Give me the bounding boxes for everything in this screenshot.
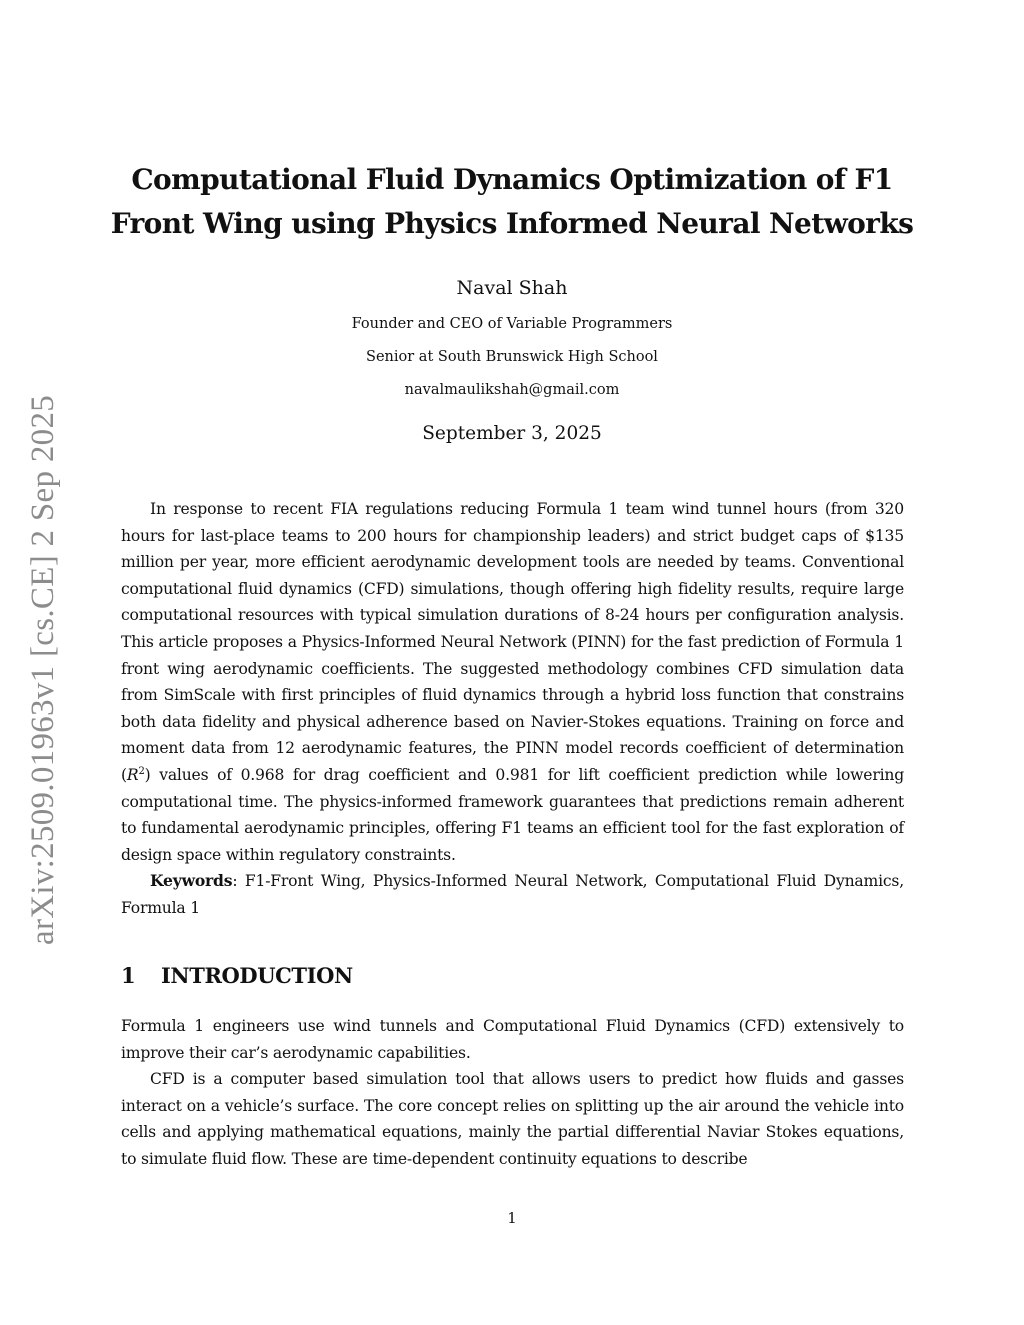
keywords-text: : F1-Front Wing, Physics-Informed Neural Network, Computational Fluid Dynamics, Formula 1 (121, 872, 904, 917)
abstract-text-2: ) values of 0.968 for drag coefficient and 0.981 for lift coefficient prediction while lowering computational time. The physics-informed framework guarantees that predictions remain adherent to fundamental aerodynamic principles, offering F1 teams an efficient tool for the fast exploration of design space within regulatory constraints. (121, 765, 904, 864)
author-affiliation-2: Senior at South Brunswick High School (366, 349, 658, 365)
abstract-text-1: In response to recent FIA regulations reducing Formula 1 team wind tunnel hours (from 320 hours for last-place teams to 200 hours for championship leaders) and strict budget caps of $135 million per year, more efficient aerodynamic development tools are needed by teams. Conventional computational fluid dynamics (CFD) simulations, though offering high fidelity results, require large computational resources with typical simulation durations of 8-24 hours per configuration analysis. This article proposes a Physics-Informed Neural Network (PINN) for the fast prediction of Formula 1 front wing aerodynamic coefficients. The suggested methodology combines CFD simulation data from SimScale with first principles of fluid dynamics through a hybrid loss function that constrains both data fidelity and physical adherence based on Navier-Stokes equations. Training on force and moment data from 12 aerodynamic features, the PINN model records coefficient of determination ( (121, 500, 904, 784)
arxiv-identifier: arXiv:2509.01963v1 [cs.CE] 2 Sep 2025 (25, 394, 61, 945)
keywords-label: Keywords (150, 871, 233, 891)
author-affiliation-1: Founder and CEO of Variable Programmers (351, 316, 673, 332)
section-title: INTRODUCTION (161, 963, 353, 988)
intro-paragraph-2: CFD is a computer based simulation tool that allows users to predict how fluids and gasses interact on a vehicle’s surface. The core concept relies on splitting up the air around the vehicle into cells and applying mathematical equations, mainly the partial differential Naviar Stokes equations, to simulate fluid flow. These are time-dependent continuity equations to describe (121, 1070, 904, 1168)
page-number: 1 (507, 1209, 517, 1227)
section-heading-introduction (121, 961, 353, 991)
author-email: navalmaulikshah@gmail.com (404, 382, 620, 398)
r-squared-symbol: R (126, 765, 139, 784)
abstract (121, 496, 904, 922)
introduction-body (121, 1013, 904, 1173)
paper-title (110, 158, 914, 246)
abstract-paragraph (121, 496, 904, 868)
author-name: Naval Shah (456, 277, 568, 299)
publication-date: September 3, 2025 (422, 423, 602, 444)
intro-paragraph-1: Formula 1 engineers use wind tunnels and Computational Fluid Dynamics (CFD) extensively to improve their car’s aerodynamic capabilities. (121, 1017, 904, 1062)
keywords-paragraph (121, 868, 904, 921)
r-squared-exponent: 2 (138, 765, 145, 777)
title-line-1: Computational Fluid Dynamics Optimization of F1 (131, 163, 893, 196)
title-line-2: Front Wing using Physics Informed Neural Networks (110, 207, 914, 240)
section-number: 1 (121, 963, 136, 988)
